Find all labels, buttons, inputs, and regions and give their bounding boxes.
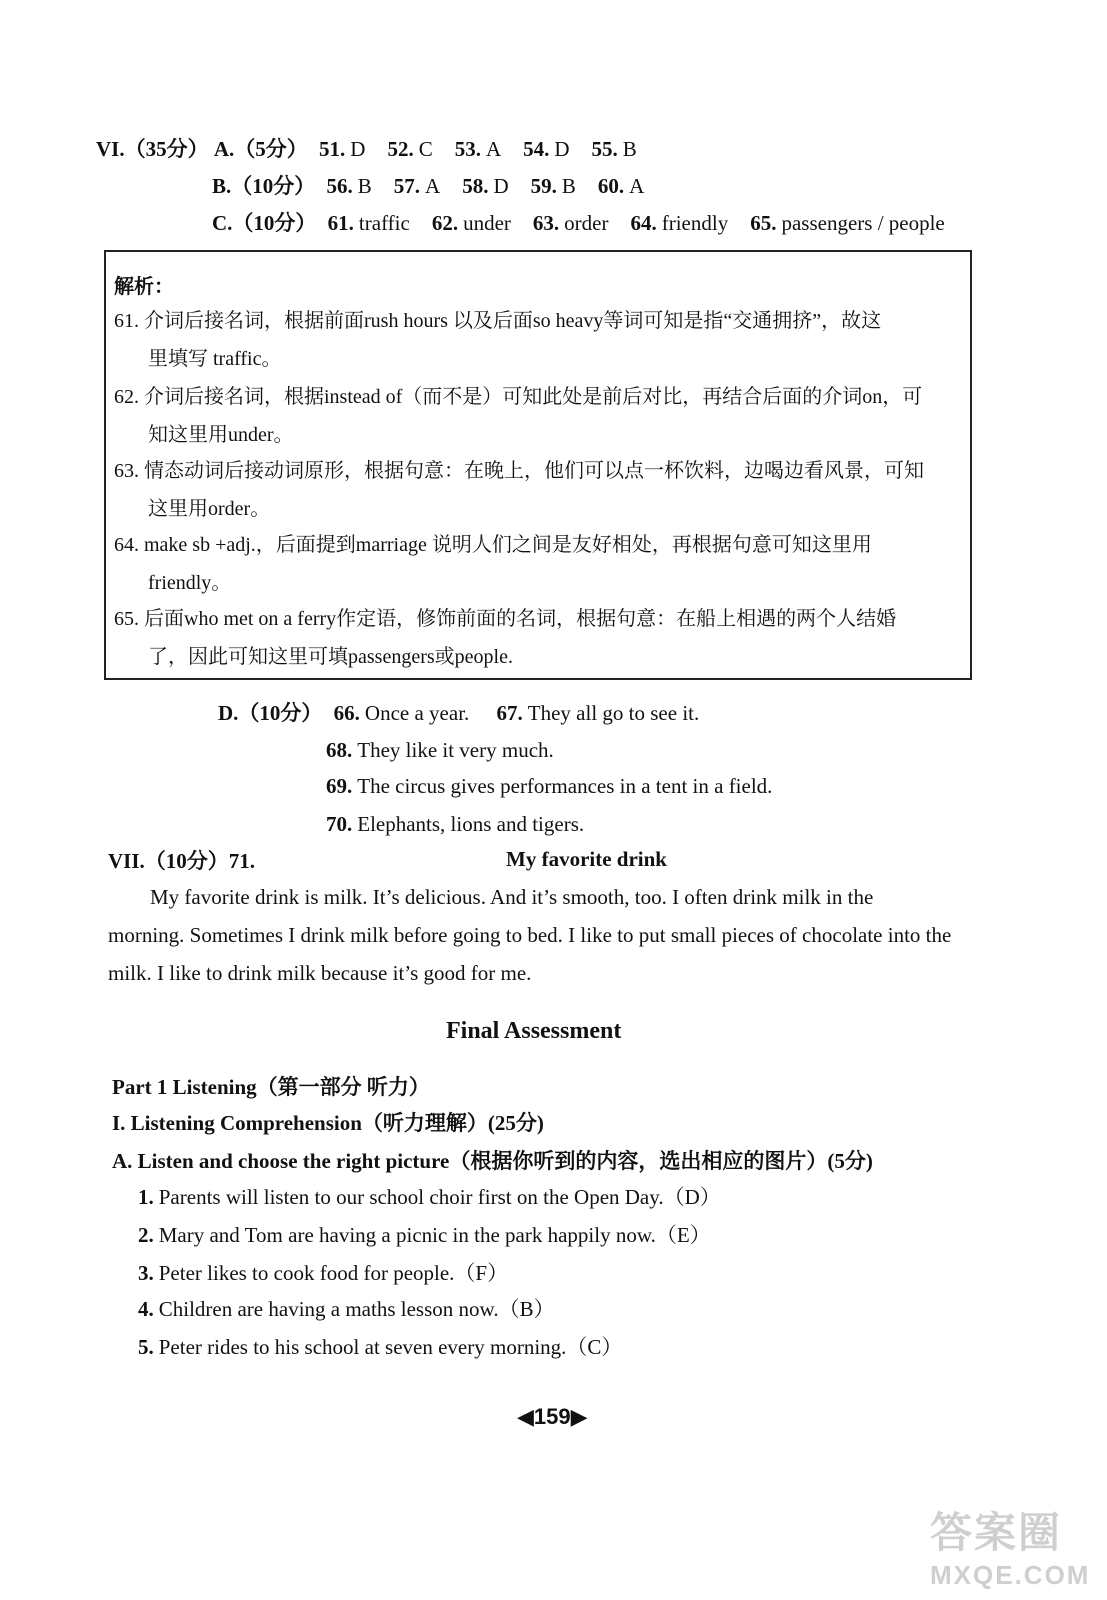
part1-heading: Part 1 Listening（第一部分 听力） bbox=[112, 1075, 430, 1099]
item-text: Peter rides to his school at seven every morning.（C） bbox=[158, 1335, 623, 1359]
page-number: ◀159▶ bbox=[517, 1404, 588, 1429]
part-a-answers bbox=[319, 137, 659, 161]
answer-number: 69. bbox=[326, 774, 353, 798]
answer-text: D bbox=[554, 137, 570, 161]
answer-text: A bbox=[629, 174, 645, 198]
listening-item bbox=[138, 1222, 711, 1248]
answer-number: 56. bbox=[326, 174, 353, 198]
answer-text: D bbox=[350, 137, 366, 161]
analysis-line: 里填写 traffic。 bbox=[148, 348, 282, 370]
answer-number: 65. bbox=[750, 211, 777, 235]
answer-text: A bbox=[425, 174, 441, 198]
answer-text: They like it very much. bbox=[357, 738, 554, 762]
answer-number: 51. bbox=[319, 137, 346, 161]
answer-text: traffic bbox=[358, 211, 410, 235]
answer-text: Once a year. bbox=[364, 701, 470, 725]
part-d-row-4 bbox=[326, 811, 584, 837]
analysis-line: 61. 介词后接名词，根据前面rush hours 以及后面so heavy等词可知是指“交通拥挤”，故这 bbox=[114, 310, 882, 332]
part-b-label: B.（10分） bbox=[212, 174, 316, 198]
item-number: 4. bbox=[138, 1297, 154, 1321]
answer-text: Elephants, lions and tigers. bbox=[357, 812, 585, 836]
answer-text: order bbox=[564, 211, 609, 235]
analysis-line: 63. 情态动词后接动词原形，根据句意：在晚上，他们可以点一杯饮料，边喝边看风景，可知 bbox=[114, 460, 924, 482]
essay-line: milk. I like to drink milk because it’s good for me. bbox=[108, 961, 532, 985]
answer-number: 67. bbox=[496, 701, 523, 725]
final-assessment-title: Final Assessment bbox=[446, 1018, 622, 1044]
part-c-label: C.（10分） bbox=[212, 211, 317, 235]
listening-item bbox=[138, 1334, 622, 1360]
analysis-line: 62. 介词后接名词，根据instead of（而不是）可知此处是前后对比，再结合后面的介词on，可 bbox=[114, 386, 923, 408]
listening-item bbox=[138, 1184, 721, 1210]
listening-item bbox=[138, 1260, 508, 1286]
part-d-label: D.（10分） bbox=[218, 701, 323, 725]
watermark-bottom: MXQE.COM bbox=[930, 1560, 1091, 1590]
analysis-line: 这里用order。 bbox=[148, 498, 271, 520]
essay-title: My favorite drink bbox=[506, 847, 667, 871]
answer-number: 61. bbox=[327, 211, 354, 235]
answer-number: 64. bbox=[630, 211, 657, 235]
answer-number: 52. bbox=[387, 137, 414, 161]
analysis-line: 了，因此可知这里可填passengers或people. bbox=[148, 646, 513, 668]
answer-number: 70. bbox=[326, 812, 353, 836]
answer-number: 68. bbox=[326, 738, 353, 762]
answer-text: The circus gives performances in a tent in a field. bbox=[357, 774, 773, 798]
answer-number: 55. bbox=[591, 137, 618, 161]
item-text: Mary and Tom are having a picnic in the park happily now.（E） bbox=[158, 1223, 711, 1247]
answer-number: 63. bbox=[532, 211, 560, 235]
analysis-line: friendly。 bbox=[148, 572, 232, 594]
answer-number: 60. bbox=[597, 174, 625, 198]
analysis-line: 65. 后面who met on a ferry作定语，修饰前面的名词，根据句意：在船上相遇的两个人结婚 bbox=[114, 608, 897, 630]
analysis-line: 知这里用under。 bbox=[148, 424, 294, 446]
answer-number: 66. bbox=[333, 701, 360, 725]
essay-line: morning. Sometimes I drink milk before going to bed. I like to put small pieces of chocolate into the bbox=[108, 923, 952, 947]
item-text: Peter likes to cook food for people.（F） bbox=[158, 1261, 509, 1285]
watermark-top: 答案圈 bbox=[930, 1509, 1063, 1556]
answer-number: 53. bbox=[454, 137, 481, 161]
listening-comprehension-heading: I. Listening Comprehension（听力理解）(25分) bbox=[112, 1111, 544, 1135]
essay-line: My favorite drink is milk. It’s delicious. And it’s smooth, too. I often drink milk in the bbox=[150, 885, 874, 909]
analysis-box bbox=[104, 250, 972, 680]
answer-text: B bbox=[357, 174, 372, 198]
part-c-answers bbox=[328, 211, 967, 235]
section-vi-header: VI.（35分） bbox=[96, 137, 209, 161]
watermark-logo bbox=[930, 1500, 1100, 1595]
answer-text: under bbox=[463, 211, 511, 235]
answer-number: 57. bbox=[393, 174, 421, 198]
answer-text: D bbox=[493, 174, 509, 198]
section-vi-row-c bbox=[212, 210, 967, 236]
item-number: 5. bbox=[138, 1335, 154, 1359]
answer-text: A bbox=[485, 137, 502, 161]
answer-text: friendly bbox=[661, 211, 729, 235]
answer-number: 59. bbox=[530, 174, 557, 198]
part-d-row-2 bbox=[326, 737, 554, 763]
answer-text: passengers / people bbox=[781, 211, 945, 235]
item-number: 1. bbox=[138, 1185, 154, 1209]
section-vii-header: VII.（10分）71. bbox=[108, 849, 256, 873]
listening-item bbox=[138, 1296, 555, 1322]
part-b-answers bbox=[327, 174, 667, 198]
answer-text: B bbox=[622, 137, 637, 161]
section-vi-row-b bbox=[212, 173, 666, 199]
answer-number: 58. bbox=[462, 174, 489, 198]
item-text: Children are having a maths lesson now.（B） bbox=[158, 1297, 555, 1321]
part-d-row-1 bbox=[218, 700, 699, 726]
item-text: Parents will listen to our school choir first on the Open Day.（D） bbox=[158, 1185, 721, 1209]
answer-text: C bbox=[418, 137, 433, 161]
section-vi-row-a bbox=[96, 136, 659, 162]
answer-number: 54. bbox=[523, 137, 550, 161]
item-number: 3. bbox=[138, 1261, 154, 1285]
part-a-label: A.（5分） bbox=[213, 137, 308, 161]
answer-number: 62. bbox=[431, 211, 459, 235]
answer-text: B bbox=[561, 174, 576, 198]
part-d-row-3 bbox=[326, 773, 772, 799]
item-number: 2. bbox=[138, 1223, 154, 1247]
section-a-heading: A. Listen and choose the right picture（根据你听到的内容，选出相应的图片）(5分) bbox=[112, 1149, 873, 1173]
answer-text: They all go to see it. bbox=[527, 701, 700, 725]
analysis-line: 64. make sb +adj.，后面提到marriage 说明人们之间是友好相处，再根据句意可知这里用 bbox=[114, 534, 872, 556]
analysis-title: 解析： bbox=[114, 276, 174, 298]
